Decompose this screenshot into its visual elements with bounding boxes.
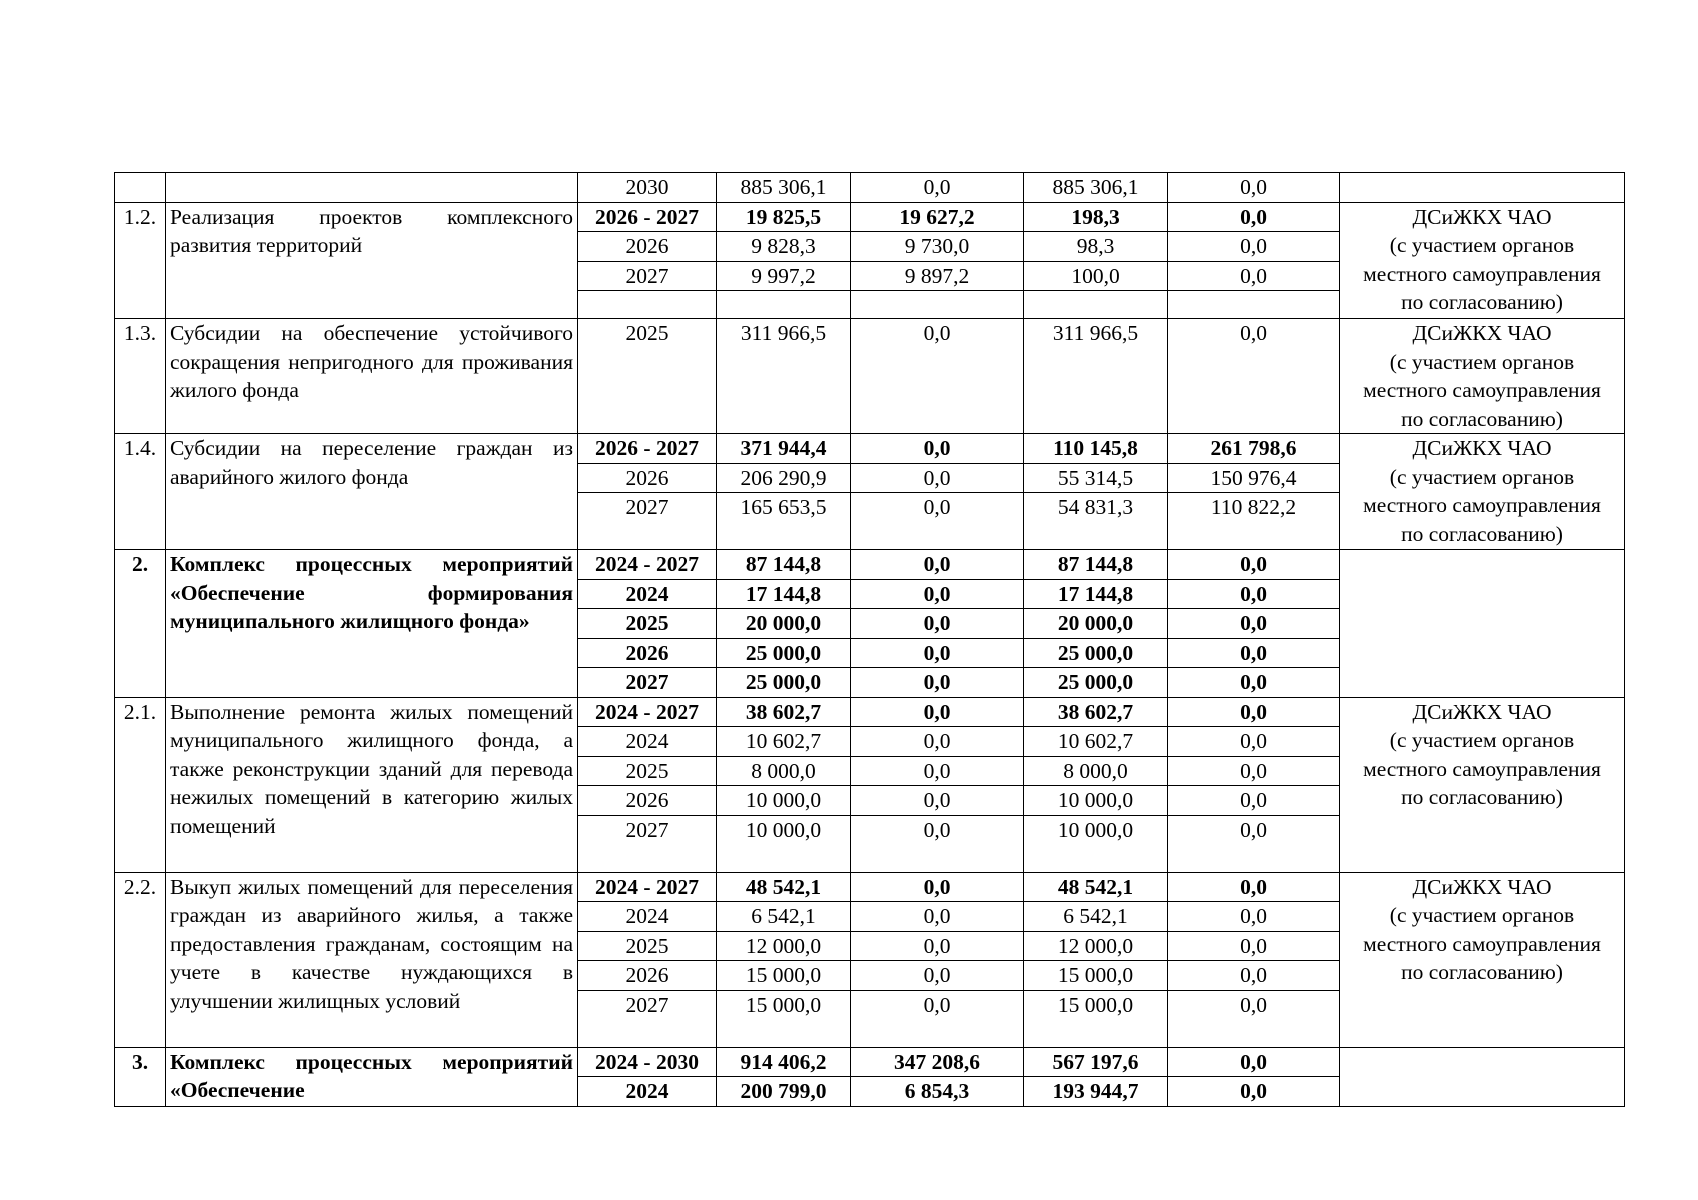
regional-cell: 100,0 [1024,261,1168,291]
total-cell: 6 542,1 [717,902,851,932]
year-cell: 2024 - 2027 [578,697,717,727]
other-cell: 0,0 [1168,579,1340,609]
other-cell: 0,0 [1168,550,1340,580]
item-name-cell [166,173,578,203]
federal-cell: 0,0 [851,434,1024,464]
federal-cell: 0,0 [851,609,1024,639]
other-cell: 0,0 [1168,756,1340,786]
total-cell: 48 542,1 [717,872,851,902]
item-number-cell: 2.1. [115,697,166,872]
other-cell: 0,0 [1168,697,1340,727]
responsible-line: по согласованию) [1401,521,1563,546]
other-cell: 0,0 [1168,609,1340,639]
regional-cell: 38 602,7 [1024,697,1168,727]
regional-cell: 10 000,0 [1024,786,1168,816]
total-cell: 19 825,5 [717,202,851,232]
other-cell: 0,0 [1168,902,1340,932]
other-cell: 0,0 [1168,319,1340,434]
item-name-cell: Комплекс процессных мероприятий «Обеспечение формирования муниципального жилищного фонда» [166,550,578,698]
total-cell: 8 000,0 [717,756,851,786]
responsible-line: по согласованию) [1401,290,1563,314]
table-row [115,434,1625,464]
year-cell: 2024 - 2027 [578,550,717,580]
year-cell: 2024 [578,902,717,932]
year-cell: 2024 [578,727,717,757]
table-row [115,872,1625,902]
responsible-cell [1340,550,1625,698]
table-row [115,173,1625,203]
total-cell: 371 944,4 [717,434,851,464]
responsible-line: (с участием органов [1389,903,1575,927]
item-name-cell: Субсидии на переселение граждан из аварийного жилого фонда [166,434,578,550]
regional-cell: 55 314,5 [1024,463,1168,493]
responsible-line: ДСиЖКХ ЧАО [1412,204,1552,229]
total-cell [717,291,851,319]
federal-cell: 0,0 [851,668,1024,698]
year-cell: 2026 [578,232,717,262]
regional-cell: 311 966,5 [1024,319,1168,434]
total-cell: 87 144,8 [717,550,851,580]
other-cell: 0,0 [1168,202,1340,232]
regional-cell: 20 000,0 [1024,609,1168,639]
federal-cell: 9 730,0 [851,232,1024,262]
year-cell [578,291,717,319]
year-cell: 2026 [578,786,717,816]
total-cell: 12 000,0 [717,931,851,961]
regional-cell: 12 000,0 [1024,931,1168,961]
year-cell: 2026 - 2027 [578,202,717,232]
regional-cell: 8 000,0 [1024,756,1168,786]
regional-cell: 25 000,0 [1024,668,1168,698]
total-cell: 311 966,5 [717,319,851,434]
regional-cell: 15 000,0 [1024,961,1168,991]
responsible-line: местного самоуправления [1363,756,1601,781]
other-cell: 0,0 [1168,638,1340,668]
responsible-line: (с участием органов [1389,233,1575,257]
federal-cell: 0,0 [851,463,1024,493]
total-cell: 15 000,0 [717,961,851,991]
year-cell: 2027 [578,990,717,1047]
responsible-cell [1340,319,1625,434]
federal-cell: 0,0 [851,990,1024,1047]
item-number-cell [115,173,166,203]
item-number-cell: 1.2. [115,202,166,319]
other-cell: 0,0 [1168,261,1340,291]
year-cell: 2027 [578,493,717,550]
federal-cell: 0,0 [851,961,1024,991]
federal-cell: 6 854,3 [851,1077,1024,1107]
year-cell: 2024 - 2030 [578,1047,717,1077]
item-name-cell: Выполнение ремонта жилых помещений муниципального жилищного фонда, а также реконструкции зданий для перевода нежилых помещений в категорию жилых помещений [166,697,578,872]
other-cell: 0,0 [1168,1047,1340,1077]
responsible-line: местного самоуправления [1363,931,1601,956]
responsible-cell [1340,434,1625,550]
other-cell: 0,0 [1168,815,1340,872]
total-cell: 206 290,9 [717,463,851,493]
year-cell: 2024 [578,579,717,609]
other-cell: 0,0 [1168,990,1340,1047]
federal-cell: 0,0 [851,931,1024,961]
total-cell: 38 602,7 [717,697,851,727]
total-cell: 25 000,0 [717,668,851,698]
year-cell: 2025 [578,609,717,639]
responsible-line: по согласованию) [1401,785,1563,809]
other-cell: 0,0 [1168,786,1340,816]
table-row [115,202,1625,232]
federal-cell: 0,0 [851,493,1024,550]
year-cell: 2027 [578,261,717,291]
total-cell: 10 000,0 [717,786,851,816]
responsible-line: по согласованию) [1401,960,1563,984]
year-cell: 2025 [578,319,717,434]
table-row [115,697,1625,727]
responsible-line: (с участием органов [1389,464,1575,489]
regional-cell: 98,3 [1024,232,1168,262]
regional-cell: 15 000,0 [1024,990,1168,1047]
other-cell: 261 798,6 [1168,434,1340,464]
responsible-line: ДСиЖКХ ЧАО [1412,874,1552,899]
federal-cell: 0,0 [851,579,1024,609]
federal-cell [851,291,1024,319]
responsible-cell [1340,872,1625,1047]
table-row [115,550,1625,580]
responsible-cell [1340,173,1625,203]
responsible-cell [1340,697,1625,872]
federal-cell: 9 897,2 [851,261,1024,291]
total-cell: 165 653,5 [717,493,851,550]
table-row [115,1047,1625,1077]
federal-cell: 0,0 [851,173,1024,203]
other-cell: 0,0 [1168,931,1340,961]
regional-cell: 54 831,3 [1024,493,1168,550]
responsible-line: по согласованию) [1401,406,1563,431]
other-cell: 110 822,2 [1168,493,1340,550]
responsible-line: (с участием органов [1389,349,1575,374]
year-cell: 2027 [578,668,717,698]
year-cell: 2024 - 2027 [578,872,717,902]
other-cell [1168,291,1340,319]
regional-cell: 193 944,7 [1024,1077,1168,1107]
total-cell: 9 997,2 [717,261,851,291]
federal-cell: 347 208,6 [851,1047,1024,1077]
year-cell: 2024 [578,1077,717,1107]
responsible-line: местного самоуправления [1363,493,1601,517]
total-cell: 885 306,1 [717,173,851,203]
other-cell: 0,0 [1168,173,1340,203]
table-row [115,319,1625,434]
other-cell: 0,0 [1168,668,1340,698]
regional-cell: 567 197,6 [1024,1047,1168,1077]
other-cell: 0,0 [1168,727,1340,757]
federal-cell: 0,0 [851,786,1024,816]
total-cell: 914 406,2 [717,1047,851,1077]
federal-cell: 0,0 [851,756,1024,786]
regional-cell: 110 145,8 [1024,434,1168,464]
regional-cell [1024,291,1168,319]
item-name-cell: Выкуп жилых помещений для переселения граждан из аварийного жилья, а также предоставления гражданам, состоящим на учете в качестве нуждающихся в улучшении жилищных условий [166,872,578,1047]
year-cell: 2026 [578,638,717,668]
year-cell: 2026 - 2027 [578,434,717,464]
total-cell: 17 144,8 [717,579,851,609]
regional-cell: 87 144,8 [1024,550,1168,580]
budget-table [114,172,1625,1107]
responsible-line: ДСиЖКХ ЧАО [1412,321,1552,345]
federal-cell: 0,0 [851,697,1024,727]
regional-cell: 885 306,1 [1024,173,1168,203]
item-name-cell: Реализация проектов комплексного развития территорий [166,202,578,319]
item-number-cell: 2. [115,550,166,698]
year-cell: 2026 [578,961,717,991]
other-cell: 150 976,4 [1168,463,1340,493]
total-cell: 200 799,0 [717,1077,851,1107]
other-cell: 0,0 [1168,1077,1340,1107]
other-cell: 0,0 [1168,232,1340,262]
regional-cell: 48 542,1 [1024,872,1168,902]
responsible-line: местного самоуправления [1363,261,1601,286]
item-number-cell: 1.4. [115,434,166,550]
responsible-line: ДСиЖКХ ЧАО [1412,699,1552,724]
responsible-cell [1340,202,1625,319]
federal-cell: 0,0 [851,872,1024,902]
regional-cell: 10 000,0 [1024,815,1168,872]
regional-cell: 17 144,8 [1024,579,1168,609]
regional-cell: 6 542,1 [1024,902,1168,932]
federal-cell: 0,0 [851,902,1024,932]
responsible-line: местного самоуправления [1363,378,1601,402]
item-number-cell: 1.3. [115,319,166,434]
item-number-cell: 2.2. [115,872,166,1047]
federal-cell: 0,0 [851,638,1024,668]
total-cell: 9 828,3 [717,232,851,262]
regional-cell: 25 000,0 [1024,638,1168,668]
responsible-line: (с участием органов [1389,728,1575,752]
federal-cell: 19 627,2 [851,202,1024,232]
federal-cell: 0,0 [851,319,1024,434]
year-cell: 2027 [578,815,717,872]
total-cell: 20 000,0 [717,609,851,639]
item-name-cell: Субсидии на обеспечение устойчивого сокращения непригодного для проживания жилого фонда [166,319,578,434]
year-cell: 2030 [578,173,717,203]
regional-cell: 10 602,7 [1024,727,1168,757]
total-cell: 15 000,0 [717,990,851,1047]
total-cell: 25 000,0 [717,638,851,668]
total-cell: 10 000,0 [717,815,851,872]
other-cell: 0,0 [1168,961,1340,991]
regional-cell: 198,3 [1024,202,1168,232]
item-number-cell: 3. [115,1047,166,1106]
federal-cell: 0,0 [851,727,1024,757]
item-name-text: Комплекс процессных мероприятий «Обеспечение [170,1049,573,1102]
year-cell: 2025 [578,931,717,961]
item-name-cell [166,1047,578,1106]
responsible-line: ДСиЖКХ ЧАО [1412,436,1552,460]
responsible-cell [1340,1047,1625,1106]
federal-cell: 0,0 [851,550,1024,580]
federal-cell: 0,0 [851,815,1024,872]
year-cell: 2026 [578,463,717,493]
year-cell: 2025 [578,756,717,786]
total-cell: 10 602,7 [717,727,851,757]
other-cell: 0,0 [1168,872,1340,902]
